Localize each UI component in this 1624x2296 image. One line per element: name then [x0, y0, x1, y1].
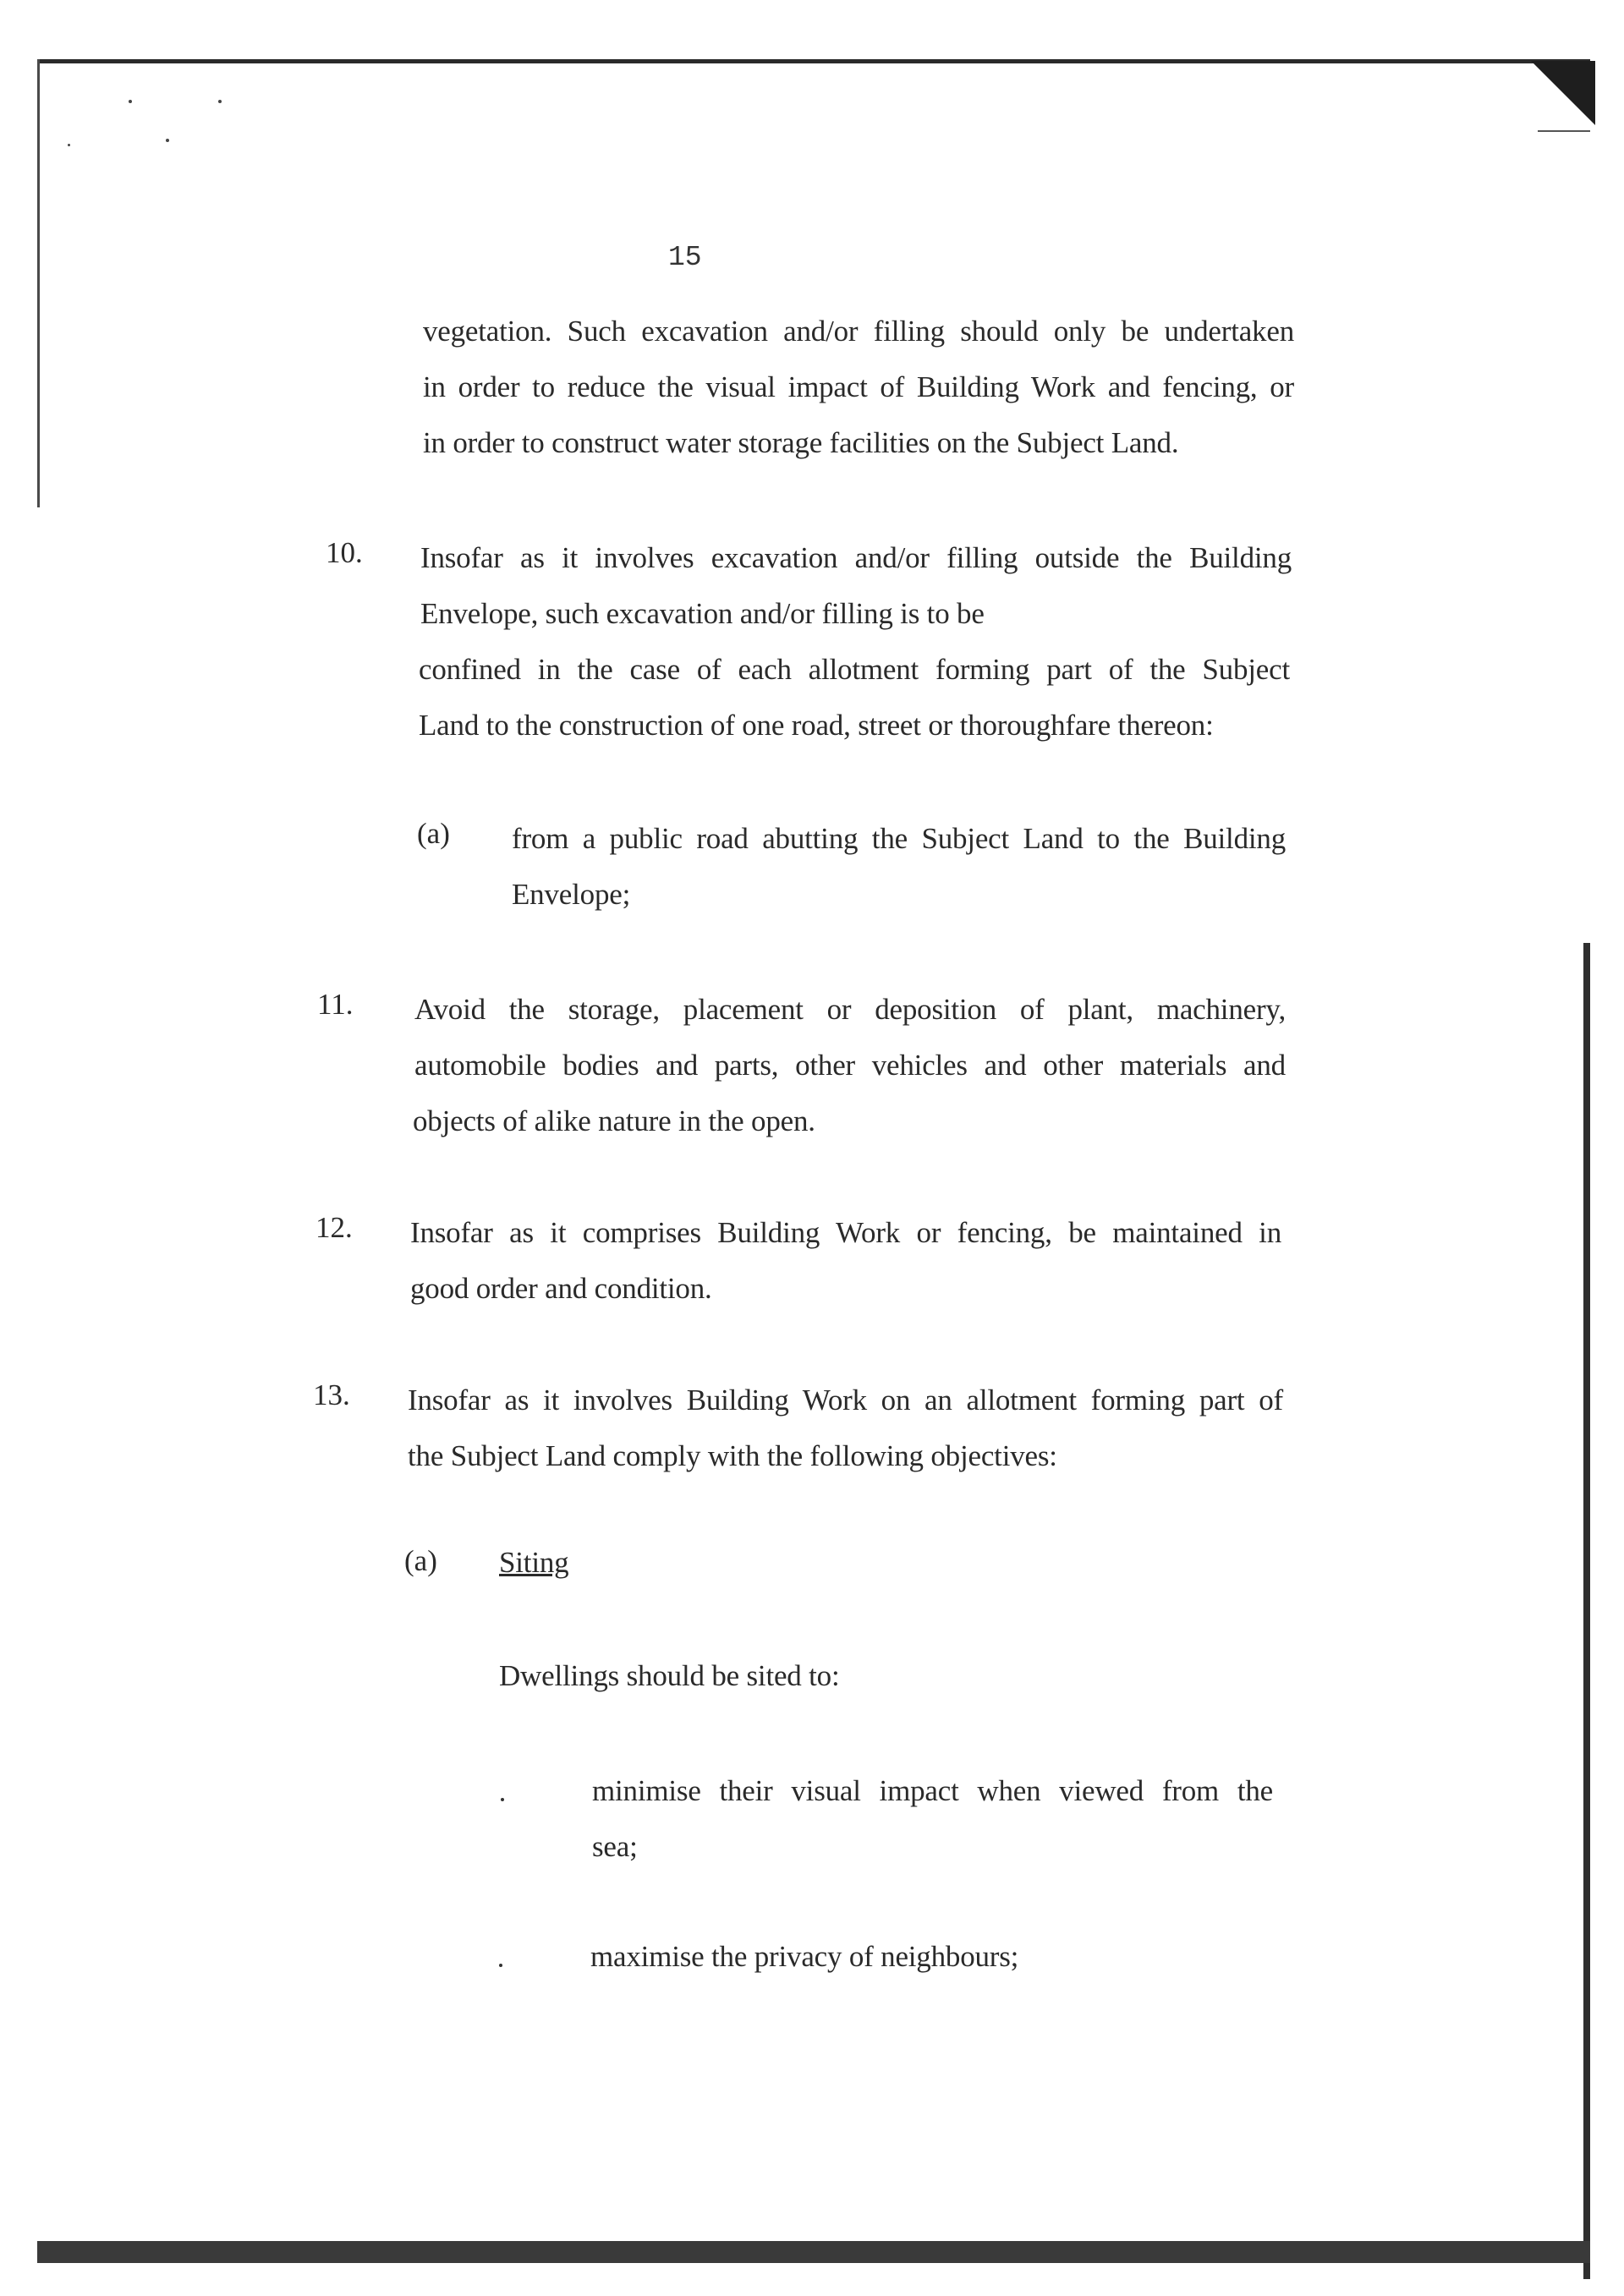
text-line: objects of alike nature in the open. — [413, 1104, 815, 1137]
scan-speck — [129, 100, 132, 103]
text-line: in order to reduce the visual impact of Building Work and fencing, or — [423, 370, 1294, 403]
text-line: confined in the case of each allotment forming part of the Subject — [419, 653, 1290, 686]
text-line: sea; — [592, 1830, 638, 1863]
text-line: Envelope; — [512, 878, 631, 911]
text-line: Insofar as it involves excavation and/or filling outside the Building — [420, 541, 1292, 574]
text-line: the Subject Land comply with the following objectives: — [408, 1439, 1057, 1472]
text-line: in order to construct water storage facilities on the Subject Land. — [423, 426, 1179, 459]
clause-number: 11. — [317, 988, 354, 1021]
bullet-icon — [499, 1964, 502, 1967]
scan-border-top — [37, 59, 1590, 63]
clause-number: 10. — [326, 536, 363, 569]
text-line: Envelope, such excavation and/or filling is to be — [420, 597, 985, 630]
text-line: Land to the construction of one road, street or thoroughfare thereon: — [419, 709, 1214, 742]
clause-number: 12. — [315, 1211, 353, 1244]
text-line: Insofar as it comprises Building Work or fencing, be maintained in — [410, 1216, 1281, 1249]
scan-border-bottom — [37, 2241, 1590, 2263]
bullet-icon — [501, 1798, 504, 1801]
scan-speck — [218, 100, 222, 103]
subclause-label: (a) — [404, 1544, 437, 1577]
corner-mark — [1538, 130, 1590, 132]
text-line: good order and condition. — [410, 1272, 712, 1305]
text-line: Insofar as it involves Building Work on an allotment forming part of — [408, 1384, 1283, 1417]
text-line: vegetation. Such excavation and/or filling should only be undertaken — [423, 315, 1294, 348]
text-line: automobile bodies and parts, other vehicles and other materials and — [414, 1049, 1286, 1082]
scan-speck — [68, 144, 70, 146]
section-heading: Siting — [499, 1546, 569, 1579]
text-line: from a public road abutting the Subject Land to the Building — [512, 822, 1286, 855]
text-line: maximise the privacy of neighbours; — [590, 1940, 1019, 1973]
text-line: minimise their visual impact when viewed from the — [592, 1774, 1273, 1807]
scan-border-left — [37, 59, 40, 507]
scan-speck — [166, 139, 169, 142]
folded-corner — [1531, 61, 1595, 125]
text-line: Avoid the storage, placement or deposition of plant, machinery, — [414, 993, 1286, 1026]
subclause-label: (a) — [417, 817, 450, 850]
subclause-intro: Dwellings should be sited to: — [499, 1659, 840, 1692]
clause-number: 13. — [313, 1378, 350, 1411]
scan-border-right — [1583, 943, 1590, 2279]
page-number: 15 — [668, 242, 702, 273]
